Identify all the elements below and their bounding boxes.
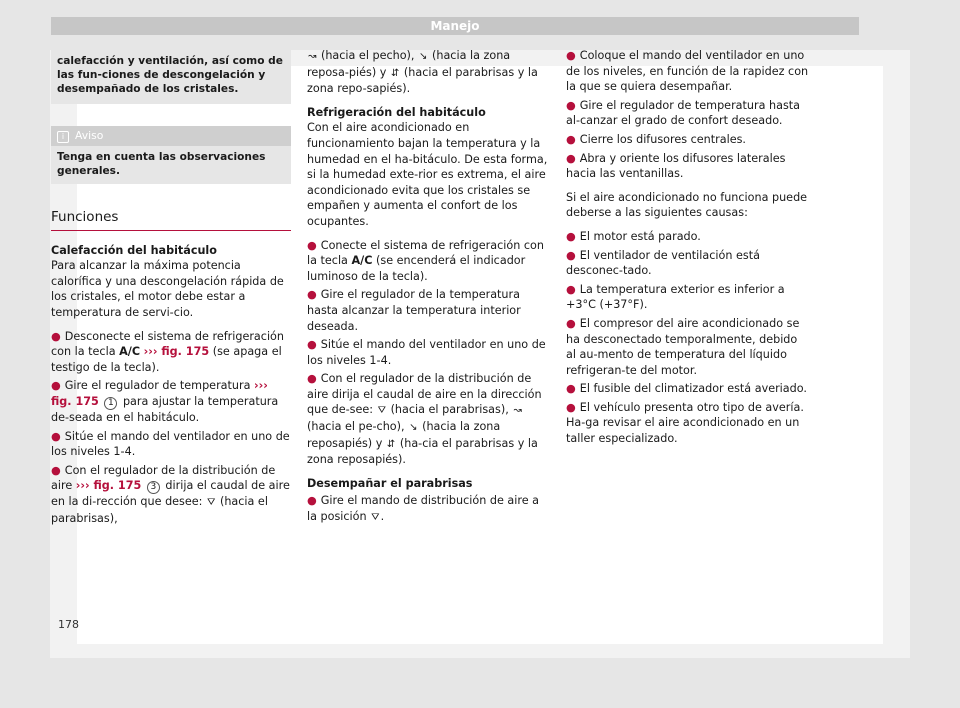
list-item: ● Abra y oriente los difusores laterales hacia las ventanillas.	[566, 151, 786, 181]
bullet-icon: ●	[566, 382, 576, 396]
windshield-footwell-icon: ⇵	[390, 67, 400, 79]
windshield-icon: ⛛	[371, 512, 380, 524]
list-item: ● El motor está parado.	[566, 229, 701, 243]
list-item: ● Con el regulador de la distribución de aire ››› fig. 175 3 dirija el caudal de aire en la di-rección que desee: ⛛ (hacia el parabrisas),	[51, 463, 290, 525]
list-item: ● El vehículo presenta otro tipo de avería. Ha-ga revisar el aire acondicionado en un taller especializado.	[566, 400, 804, 446]
info-icon: i	[57, 131, 69, 143]
bullet-icon: ●	[566, 151, 576, 165]
notice-title: Aviso	[75, 129, 104, 142]
bullet-icon: ●	[307, 288, 317, 302]
footwell-icon: ↘	[419, 51, 428, 62]
list-item: ● Desconecte el sistema de refrigeración con la tecla A/C ››› fig. 175 (se apaga el testigo de la tecla).	[51, 329, 284, 374]
list-item: ● La temperatura exterior es inferior a +3°C (+37°F).	[566, 282, 785, 312]
heading-cabin-cooling: Refrigeración del habitáculo	[307, 105, 486, 119]
paragraph-heating: Para alcanzar la máxima potencia calorífica y una descongelación rápida de los cristales, el motor debe estar a temperatura de servi-cio.	[51, 259, 284, 319]
page-number: 178	[58, 618, 79, 631]
list-item: ● Gire el regulador de temperatura hasta al-canzar el grado de confort deseado.	[566, 98, 801, 128]
intro-box: calefacción y ventilación, así como de las fun-ciones de descongelación y desempañado de los cristales.	[51, 48, 291, 104]
figure-link[interactable]: ››› fig. 175	[75, 479, 142, 493]
bullet-icon: ●	[307, 372, 317, 386]
chest-vent-icon: ↝	[308, 51, 317, 62]
figure-link[interactable]: ››› fig. 175	[143, 345, 210, 359]
list-item: ● El ventilador de ventilación está desconec-tado.	[566, 248, 760, 278]
column-middle	[307, 48, 550, 534]
bullet-icon: ●	[51, 463, 61, 477]
section-title: Funciones	[51, 210, 291, 231]
list-item: ● Coloque el mando del ventilador en uno de los niveles, en función de la rapidez con la que se quiera desempañar.	[566, 49, 809, 94]
defog-steps-continued	[566, 48, 809, 182]
bullet-icon: ●	[51, 329, 61, 343]
list-item: ● Con el regulador de la distribución de aire dirija el caudal de aire en la dirección que de-see: ⛛ (hacia el parabrisas), ↝ (hacia el pe-cho), ↘ (hacia la zona reposapiés) y ⇵ (ha-cia el parabrisas y la zona reposapiés).	[307, 372, 542, 467]
notice-header	[51, 126, 291, 146]
chest-vent-icon: ↝	[513, 405, 522, 417]
ac-key-icon: A/C	[119, 345, 141, 359]
footwell-icon: ↘	[409, 422, 418, 434]
causes-list	[566, 229, 809, 447]
ac-key-icon: A/C	[351, 254, 373, 268]
column-right	[566, 48, 809, 455]
bullet-icon: ●	[307, 238, 317, 252]
list-item: ● Sitúe el mando del ventilador en uno de los niveles 1-4.	[51, 429, 290, 459]
defog-steps	[307, 493, 550, 525]
heading-cabin-heating: Calefacción del habitáculo	[51, 243, 217, 257]
heating-steps	[51, 329, 291, 527]
figure-link[interactable]: ››› fig. 175	[51, 379, 268, 408]
bullet-icon: ●	[566, 282, 576, 296]
list-item: ● Sitúe el mando del ventilador en uno de los niveles 1-4.	[307, 338, 546, 367]
bullet-icon: ●	[51, 429, 61, 443]
list-item: ● Cierre los difusores centrales.	[566, 132, 746, 146]
bullet-icon: ●	[566, 248, 576, 262]
heading-defog: Desempañar el parabrisas	[307, 476, 473, 490]
bullet-icon: ●	[566, 98, 576, 112]
bullet-icon: ●	[566, 132, 576, 146]
bullet-icon: ●	[566, 316, 576, 330]
cooling-steps	[307, 238, 550, 468]
windshield-icon: ⛛	[377, 405, 386, 417]
list-item: ● El compresor del aire acondicionado se ha desconectado temporalmente, debido al au-mento de temperatura del líquido refrigeran-te del motor.	[566, 316, 800, 377]
list-item: ● Gire el regulador de la temperatura hasta alcanzar la temperatura interior deseada.	[307, 288, 521, 333]
bullet-icon: ●	[566, 49, 576, 62]
windshield-icon: ⛛	[206, 497, 216, 509]
paragraph-distribution: ↝ (hacia el pecho), ↘ (hacia la zona reposa-piés) y ⇵ (hacia el parabrisas y la zona repo-sapiés).	[307, 49, 538, 96]
list-item: ● Conecte el sistema de refrigeración con la tecla A/C (se encenderá el indicador luminoso de la tecla).	[307, 238, 544, 283]
bullet-icon: ●	[307, 494, 317, 508]
windshield-footwell-icon: ⇵	[386, 438, 396, 450]
bullet-icon: ●	[566, 400, 576, 414]
notice-text: Tenga en cuenta las observaciones generales.	[57, 151, 266, 177]
list-item: ● Gire el mando de distribución de aire a la posición ⛛.	[307, 493, 550, 525]
paragraph-cooling: Con el aire acondicionado en funcionamiento bajan la temperatura y la humedad en el ha-bitáculo. De esta forma, si la humedad exte-rior es extrema, el aire acondicionado evita que los cristales se empañen y aumenta el confort de los ocupantes.	[307, 121, 548, 228]
notice-box	[51, 126, 291, 184]
callout-number-badge: 1	[104, 397, 117, 410]
column-left	[51, 48, 291, 535]
list-item: ● El fusible del climatizador está averiado.	[566, 382, 807, 396]
bullet-icon: ●	[51, 379, 61, 393]
bullet-icon: ●	[566, 229, 576, 243]
paragraph-causes: Si el aire acondicionado no funciona puede deberse a las siguientes causas:	[566, 190, 808, 220]
list-item: ● Gire el regulador de temperatura ››› fig. 175 1 para ajustar la temperatura de-seada en el habitáculo.	[51, 379, 279, 424]
callout-number-badge: 3	[147, 481, 160, 494]
bullet-icon: ●	[307, 338, 317, 352]
chapter-header: Manejo	[51, 17, 859, 35]
